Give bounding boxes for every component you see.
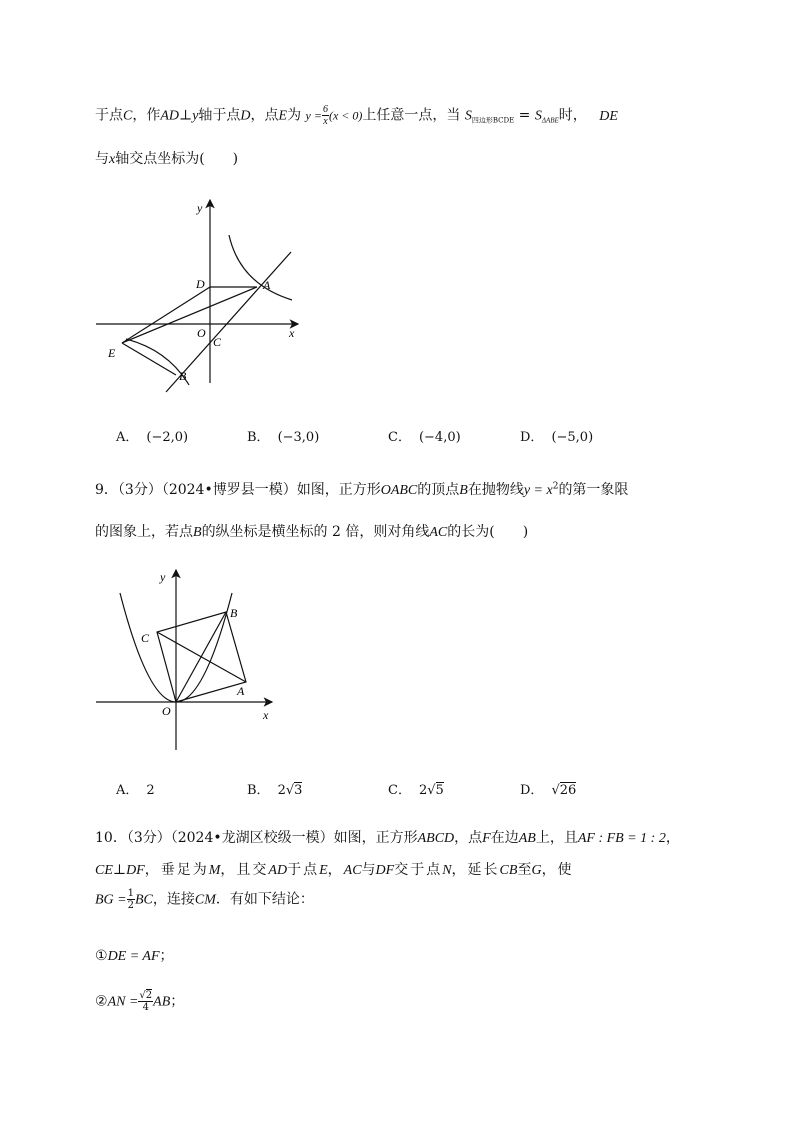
point-label-A: A [263,278,271,292]
text: 于点 [287,862,320,878]
text: ， [327,862,344,878]
option-letter: C． [388,783,411,798]
q9-options [0,779,794,799]
option-value: (−3,0) [277,430,320,445]
fraction-numerator [138,990,153,1002]
math-var: F [482,831,491,846]
math-var: AD [160,108,180,124]
perp-symbol: ⊥ [179,107,193,124]
text: 10．（3分）（2024•龙湖区校级一模）如图，正方形 [95,830,418,846]
option-letter: A． [116,430,139,445]
sqrt-symbol: √ [551,783,560,798]
option-value: (−5,0) [551,430,594,445]
option-letter: A． [116,783,139,798]
point-label-C: C [213,335,222,349]
math-expr: BG = [95,892,127,908]
point-label-B: B [179,369,187,383]
math-var: C [123,108,133,124]
math-var: AB [518,831,536,846]
text: 上，且 [535,830,578,846]
math-expr: DE = AF [107,949,160,964]
option-letter: D． [520,430,544,445]
radicand: 3 [294,783,303,798]
text: 为 [287,107,302,124]
text: ，垂足为 [144,862,209,878]
perp-symbol: ⊥ [112,862,127,878]
math-expr: (x < 0) [328,108,363,123]
option-letter: C． [388,430,411,445]
radical-coefficient: 2 [418,783,428,798]
math-var: DF [126,863,145,878]
math-var: DE [599,108,618,124]
sqrt-symbol: √ [139,990,146,1001]
fraction [127,888,135,911]
text: ； [159,948,174,964]
fraction-numerator: 1 [127,888,134,899]
text: 交于点 [394,862,443,878]
text: ，使 [541,862,574,878]
circled-number: ① [95,948,108,964]
math-var: E [278,108,288,124]
q9-option-c[interactable] [388,779,444,798]
q10-conclusion-1 [95,945,174,965]
text: 的第一象限 [558,482,629,498]
math-var: D [240,108,251,124]
superscript: 2 [552,481,559,492]
text: 轴交点坐标为 [115,151,200,167]
math-var: G [531,863,542,878]
radicand: 2 [145,990,153,1001]
option-value: 2 [146,783,155,798]
point-label-E: E [108,346,116,360]
text: 9．（3分）（2024•博罗县一模）如图，正方形 [95,482,381,498]
option-letter: B． [247,430,270,445]
fraction-denominator: 2 [127,900,134,911]
text: 轴于点 [198,107,241,124]
point-label-O: O [197,326,206,340]
math-var: BC [134,892,153,908]
axis-label-x: x [289,326,295,340]
option-value: (−4,0) [418,430,461,445]
text: ，点 [454,830,483,846]
math-var: N [442,863,452,878]
math-var: AC [343,863,362,878]
q9-option-d[interactable] [520,779,576,798]
text: 与 [95,151,109,167]
math-expr: y = [305,108,322,123]
text: 于点 [95,107,123,124]
q9-option-b[interactable] [247,779,302,798]
fraction-denominator: x [323,116,328,127]
text: 的纵坐标是横坐标的 2 倍，则对角线 [201,524,430,540]
axis-label-y: y [197,201,203,215]
text: ； [170,993,185,1010]
math-var: y [192,108,199,124]
math-var: AB [153,994,171,1010]
math-var: AD [268,863,288,878]
q9-option-a[interactable] [116,779,155,798]
q10-conclusion-2 [95,990,184,1013]
radicand: 5 [435,783,444,798]
math-var: S [534,108,542,124]
point-label-C: C [141,631,150,645]
point-label-B: B [230,606,238,620]
sqrt-symbol: √ [285,783,295,798]
option-value: (−2,0) [146,430,189,445]
math-var: S [464,108,472,124]
sqrt-symbol: √ [427,783,436,798]
math-var: AC [429,525,448,540]
text: 在抛物线 [467,482,524,498]
math-var: x [109,152,116,167]
text: ，作 [132,107,161,124]
text: 上任意一点，当 [362,107,461,124]
subscript: 四边形BCDE [471,116,515,125]
subscript: ΔABE [541,116,559,125]
option-letter: D． [520,783,544,798]
diagonal-OB [176,612,226,702]
option-letter: B． [247,783,270,798]
fraction-numerator: 6 [322,104,328,115]
text: 的顶点 [417,482,460,498]
text: ， [665,830,680,846]
radicand: 26 [559,783,577,798]
text: 时， [558,107,587,124]
point-label-O: O [162,704,171,718]
axis-label-x: x [263,708,269,722]
answer-blank: ( ) [489,524,529,540]
q10-text-line-3 [95,888,314,911]
text: 的长为 [447,524,490,540]
circled-number: ② [95,993,108,1010]
point-label-D: D [196,277,205,291]
math-var: B [459,483,468,498]
fraction-denominator: 4 [142,1002,149,1013]
equals: = [518,107,531,124]
math-var: CE [95,863,113,878]
axis-label-y: y [160,570,166,584]
text: 至 [517,862,532,878]
math-var: B [193,525,202,540]
text: ，点 [250,107,279,124]
text: ．有如下结论： [215,891,314,908]
text: 与 [361,862,376,878]
math-expr: y = x [523,483,553,498]
answer-blank: ( ) [199,151,239,167]
fraction [138,990,153,1013]
text: 在边 [490,830,519,846]
text: ，且交 [220,862,269,878]
math-var: ABCD [417,831,455,846]
point-label-A: A [237,684,245,698]
math-var: DF [375,863,395,878]
text: 的图象上，若点 [95,524,193,540]
math-expr: AN = [107,994,139,1010]
text: ，延长 [451,862,500,878]
q10-text-line-1 [95,827,680,847]
math-var: CM [194,892,216,908]
math-var: M [208,863,221,878]
math-var: OABC [380,483,418,498]
radical-coefficient: 2 [277,783,286,798]
math-var: CB [499,863,518,878]
math-expr: AF : FB = 1 : 2 [577,831,666,846]
text: ，连接 [152,891,195,908]
math-var: E [319,863,328,878]
q10-text-line-2 [95,859,574,879]
